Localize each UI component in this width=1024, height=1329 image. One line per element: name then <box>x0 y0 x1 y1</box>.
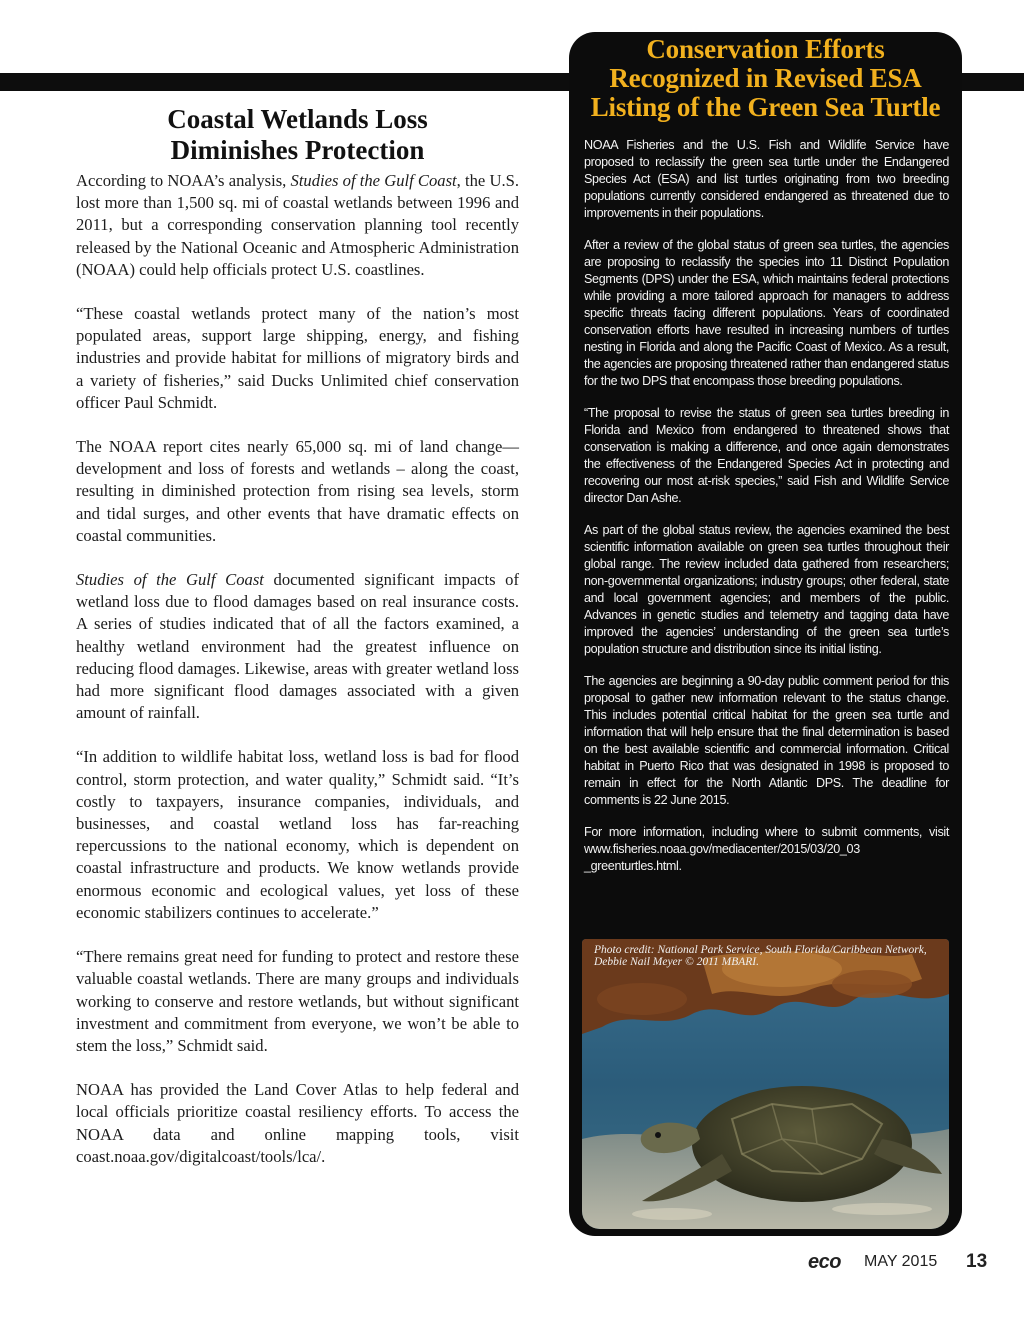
article-title-line2: Diminishes Protection <box>170 135 425 165</box>
sidebar-title-line3: Listing of the Green Sea Turtle <box>590 92 941 122</box>
paragraph-text: documented significant impacts of wetland loss due to flood damages based on real insurance costs. A series of studies indicated that of all the factors examined, a healthy wetland environment had the greatest influence on reducing flood damages. Likewise, areas with greater wetland loss had more significant flood damages associated with a given amount of rainfall. <box>76 570 520 723</box>
sidebar-paragraph: “The proposal to revise the status of green sea turtles breeding in Florida and Mexico from endangered to threatened shows that conservation is making a difference, and once again demonstrates the effectiveness of the Endangered Species Act in protecting and recovering our most at-risk species,” said Fish and Wildlife Service director Dan Ashe. <box>584 406 949 505</box>
sidebar-title-line2: Recognized in Revised ESA <box>609 63 922 93</box>
sidebar-title <box>569 32 962 122</box>
sidebar-paragraph: NOAA Fisheries and the U.S. Fish and Wildlife Service have proposed to reclassify the green sea turtle under the Endangered Species Act (ESA) and list turtles originating from two breeding populations currently considered endangered as threatened due to improvements in their populations. <box>584 138 949 220</box>
page-number: 13 <box>966 1251 988 1272</box>
publication-title: Studies of the Gulf Coast <box>76 570 264 590</box>
article-paragraph: NOAA has provided the Land Cover Atlas to help federal and local officials prioritize coastal resiliency efforts. To access the NOAA data and online mapping tools, visit coast.noaa.gov/digitalcoast/tools/lca/. <box>76 1080 519 1166</box>
sidebar-paragraph: After a review of the global status of green sea turtles, the agencies are proposing to reclassify the species into 11 Distinct Population Segments (DPS) under the ESA, which maintains federal protections while providing a more tailored approach for managers to address specific threats facing different populations. Years of coordinated conservation efforts have resulted in increasing numbers of turtles nesting in Florida and along the Pacific Coast of Mexico. As a result, the agencies are proposing threatened rather than endangered status for the two DPS that encompass those breeding populations. <box>584 238 949 388</box>
sidebar-box <box>569 32 962 1236</box>
page-footer <box>808 1250 1008 1274</box>
sea-turtle-photo <box>582 939 949 1229</box>
publication-title: Studies of the Gulf Coast <box>290 171 457 190</box>
paragraph-text: According to NOAA’s analysis, <box>76 171 291 190</box>
magazine-logo: eco <box>808 1251 841 1273</box>
article-paragraph <box>76 170 519 281</box>
issue-date: MAY 2015 <box>864 1253 938 1270</box>
sidebar-paragraph: For more information, including where to submit comments, visit www.fisheries.noaa.gov/mediacenter/2015/03/20_03 _greenturtles.html. <box>584 825 949 873</box>
article-title <box>76 104 519 166</box>
article-paragraph: The NOAA report cites nearly 65,000 sq. mi of land change—development and loss of forests and wetlands – along the coast, resulting in diminished protection from rising sea levels, storm and tidal surges, and other events that have dramatic effects on coastal communities. <box>76 437 519 545</box>
sidebar-paragraph: The agencies are beginning a 90-day public comment period for this proposal to gather new information relevant to the status change. This includes potential critical habitat for the green sea turtle and information that will help ensure that the final determination is based on the best available scientific and commercial information. Critical habitat in Puerto Rico that was designated in 1998 is proposed to remain in effect for the North Atlantic DPS. The deadline for comments is 22 June 2015. <box>584 674 949 807</box>
article-paragraph: “These coastal wetlands protect many of the nation’s most populated areas, support large shipping, energy, and fishing industries and provide habitat for millions of migratory birds and a variety of fisheries,” said Ducks Unlimited chief conservation officer Paul Schmidt. <box>76 304 519 412</box>
main-article <box>76 104 519 1190</box>
sidebar-title-line1: Conservation Efforts <box>646 34 885 64</box>
paragraph-text: , the U.S. lost more than 1,500 sq. mi of coastal wetlands between 1996 and 2011, but a corresponding conservation planning tool recently released by the National Oceanic and Atmospheric Administration (NOAA) could help officials protect U.S. coastlines. <box>76 171 520 279</box>
article-paragraph: “In addition to wildlife habitat loss, wetland loss is bad for flood control, storm protection, and water quality,” Schmidt said. “It’s costly to taxpayers, insurance companies, individuals, and businesses, and coastal wetland loss has far-reaching repercussions to the national economy, which is dependent on coastal infrastructure and products. We know wetlands provide enormous economic and ecological values, yet loss of these economic stabilizers continues to accelerate.” <box>76 747 519 922</box>
sidebar-body <box>584 137 949 890</box>
sidebar-paragraph: As part of the global status review, the agencies examined the best scientific information available on green sea turtles throughout their global range. The review included data gathered from researchers; non-governmental organizations; industry groups; other federal, state and local government agencies; and members of the public. Advances in genetic studies and telemetry and tagging data have improved the agencies’ understanding of the green sea turtle’s population structure and distribution since its initial listing. <box>584 523 949 656</box>
article-paragraph: “There remains great need for funding to protect and restore these valuable coastal wetlands. There are many groups and individuals working to conserve and restore wetlands, but without significant investment and commitment from everyone, we won’t be able to stem the loss,” Schmidt said. <box>76 947 519 1055</box>
article-paragraph <box>76 569 519 724</box>
photo-credit: Photo credit: National Park Service, South Florida/Caribbean Network, Debbie Nail Meyer © 2011 MBARI. <box>594 944 927 968</box>
article-title-line1: Coastal Wetlands Loss <box>167 104 428 134</box>
sea-turtle-illustration <box>582 939 949 1229</box>
